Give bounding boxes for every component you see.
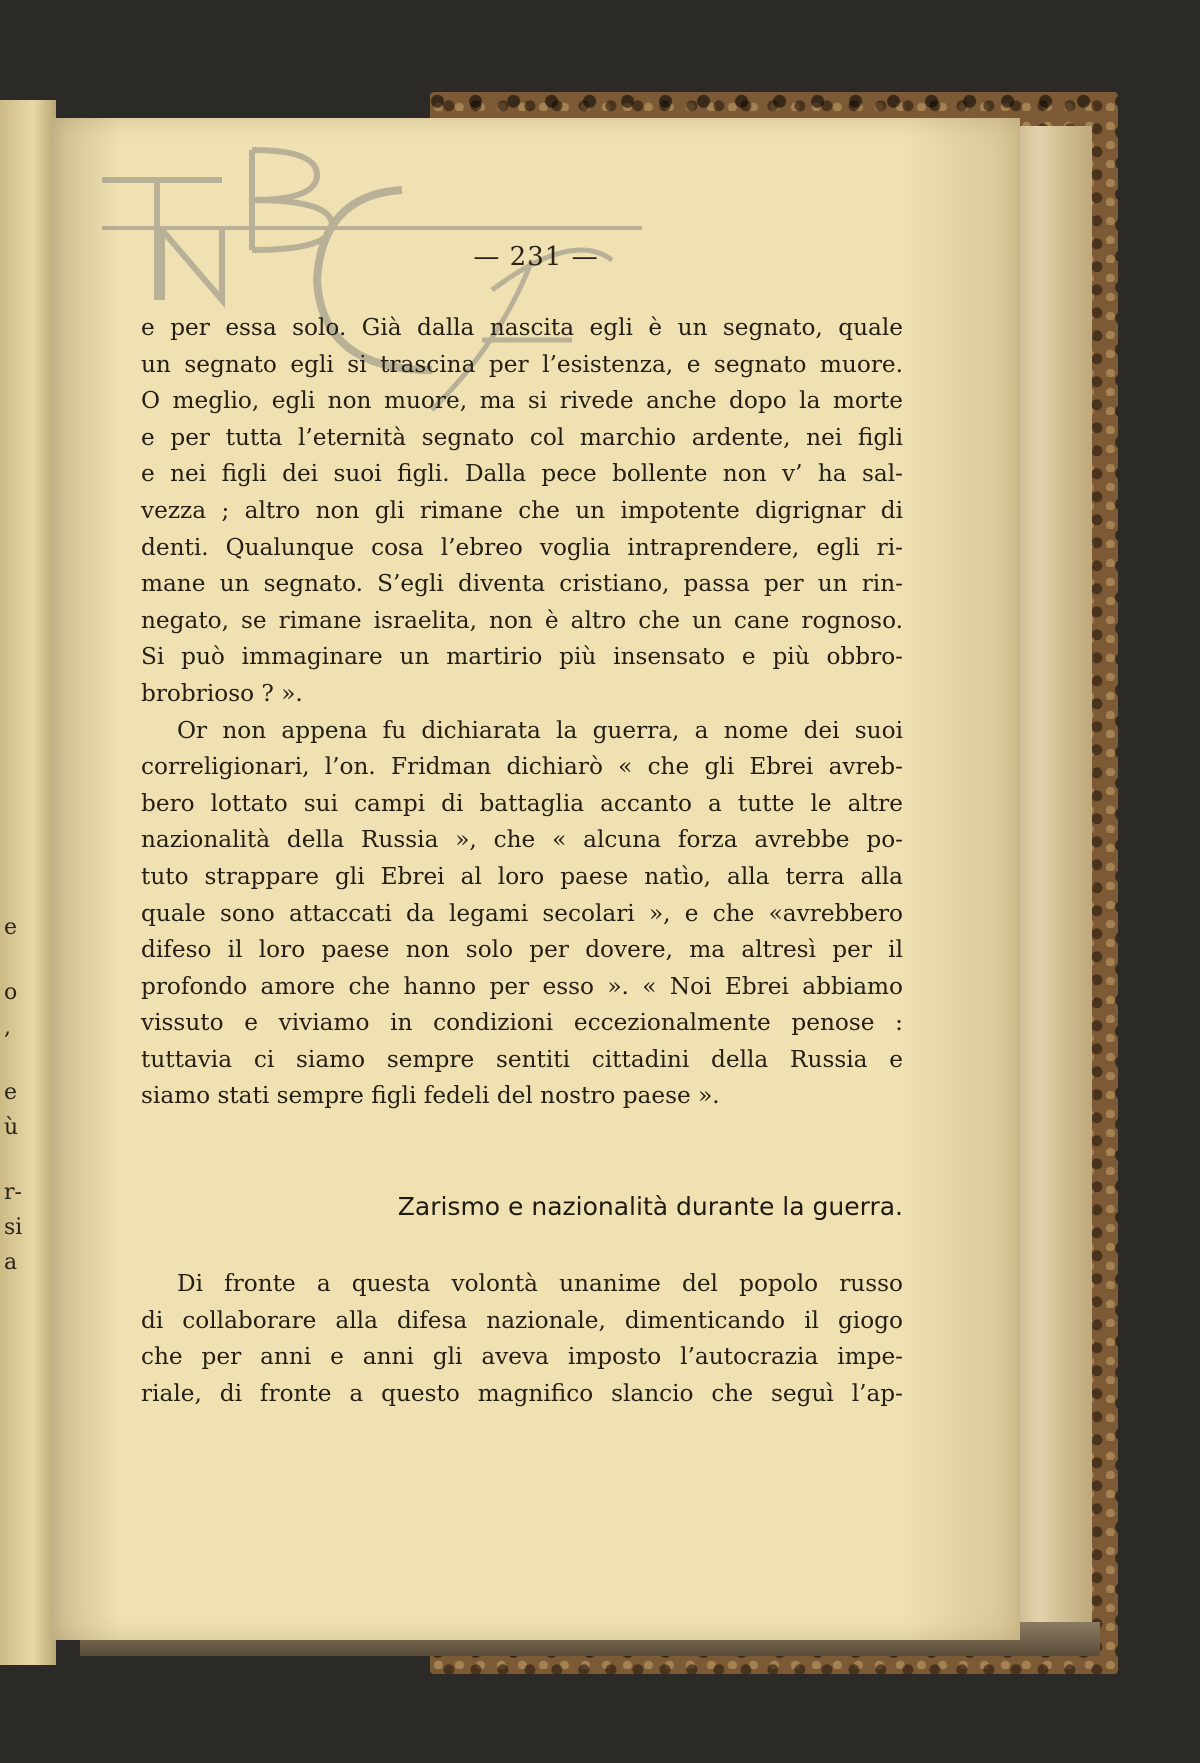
text-line: un segnato egli si trascina per l’esistenza, e segnato muore. [141, 350, 903, 378]
text-line: O meglio, egli non muore, ma si rivede anche dopo la morte [141, 387, 903, 415]
text-line: che per anni e anni gli aveva imposto l’autocrazia impe- [141, 1343, 903, 1371]
page-edges [1010, 126, 1092, 1646]
text-line: negato, se rimane israelita, non è altro che un cane rognoso. [141, 606, 903, 634]
text-line: denti. Qualunque cosa l’ebreo voglia intraprendere, egli ri- [141, 533, 903, 561]
section-heading: Zarismo e nazionalità durante la guerra. [397, 1192, 903, 1221]
text-line: brobrioso ? ». [141, 679, 303, 707]
text-line: Or non appena fu dichiarata la guerra, a nome dei suoi [177, 716, 903, 744]
text-line: e per essa solo. Già dalla nascita egli è un segnato, quale [141, 314, 903, 341]
text-line: Di fronte a questa volontà unanime del popolo russo [177, 1270, 903, 1297]
text-line: vissuto e viviamo in condizioni eccezionalmente penose : [141, 1009, 903, 1037]
left-page-fragment: a [4, 1250, 18, 1275]
text-line: Si può immaginare un martirio più insensato e più obbro- [141, 643, 903, 671]
text-line: riale, di fronte a questo magnifico slancio che seguì l’ap- [141, 1379, 903, 1407]
left-page-fragment: e [4, 915, 18, 940]
text-line: correligionari, l’on. Fridman dichiarò « che gli Ebrei avreb- [141, 753, 903, 781]
left-page-edge [0, 100, 56, 1665]
text-line: difeso il loro paese non solo per dovere, ma altresì per il [141, 936, 903, 964]
page-number: — 231 — [473, 242, 599, 272]
left-page-fragment: si [4, 1215, 23, 1240]
text-line: bero lottato sui campi di battaglia accanto a tutte le altre [141, 789, 903, 817]
text-line: e per tutta l’eternità segnato col marchio ardente, nei figli [141, 423, 903, 451]
text-line: mane un segnato. S’egli diventa cristiano, passa per un rin- [141, 570, 903, 598]
book-page [52, 118, 1020, 1640]
text-line: tuttavia ci siamo sempre sentiti cittadini della Russia e [141, 1045, 903, 1073]
text-line: tuto strappare gli Ebrei al loro paese natìo, alla terra alla [141, 862, 903, 890]
left-page-fragment: o [4, 980, 18, 1005]
left-page-fragment: r- [4, 1180, 22, 1205]
left-page-fragment: ù [4, 1115, 19, 1140]
text-line: nazionalità della Russia », che « alcuna forza avrebbe po- [141, 826, 903, 854]
text-line: e nei figli dei suoi figli. Dalla pece bollente non v’ ha sal- [141, 460, 903, 488]
paragraph-3 [141, 1266, 903, 1412]
text-line: vezza ; altro non gli rimane che un impotente digrignar di [141, 496, 903, 524]
paragraph-1 [141, 310, 903, 1115]
left-page-fragment: e [4, 1080, 18, 1105]
text-line: quale sono attaccati da legami secolari », e che «avrebbero [141, 899, 903, 927]
text-line: siamo stati sempre figli fedeli del nostro paese ». [141, 1082, 720, 1110]
text-line: di collaborare alla difesa nazionale, dimenticando il giogo [141, 1306, 903, 1334]
left-page-fragment: , [4, 1015, 11, 1040]
text-line: profondo amore che hanno per esso ». « Noi Ebrei abbiamo [141, 972, 903, 1000]
